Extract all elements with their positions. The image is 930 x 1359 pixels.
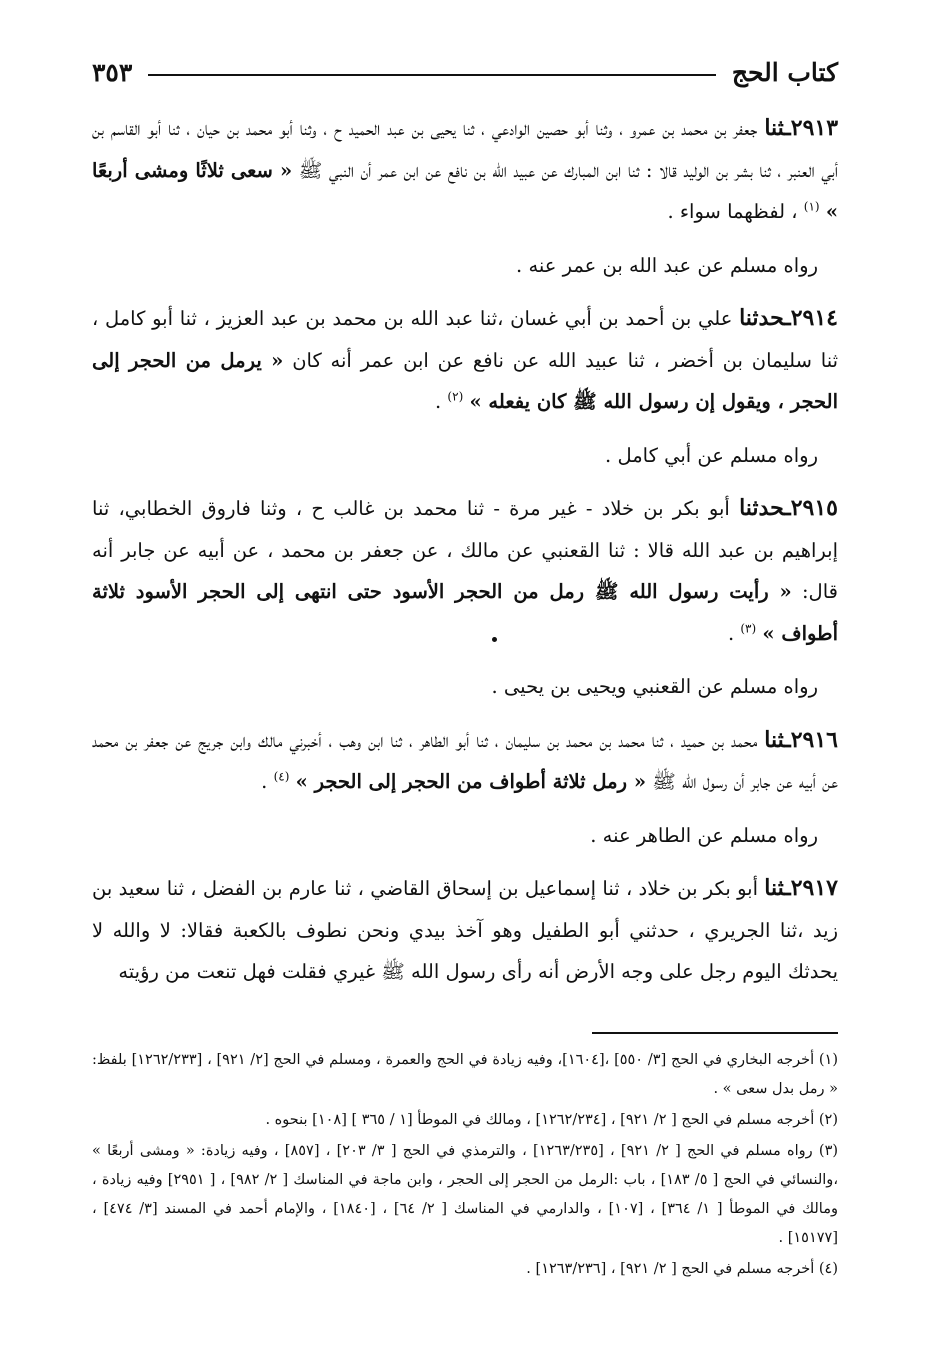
hadith-matn: « يرمل من الحجر إلى الحجر ، ويقول إن رسول الله ﷺ كان يفعله »: [92, 348, 838, 413]
hadith-2915: [92, 488, 838, 654]
hadith-isnad: جعفر بن محمد بن عمرو ، وثنا أبو حصين الوادعي ، ثنا يحيى بن عبد الحميد ح ، وثنا أبو محمد بن حيان ، ثنا أبو القاسم بن أبي العنبر ، ثنا بشر بن الوليد قالا : ثنا ابن المبارك عن عبيد الله بن نافع عن ابن عمر أن النبي ﷺ: [92, 117, 838, 182]
hadith-2913: [92, 108, 838, 233]
footnote-3: (٣) رواه مسلم في الحج [ ٢/ ٩٢١] ، [١٢٦٣/٢٣٥] ، والترمذي في الحج [ ٣/ ٢٠٣] ، [٨٥٧] ، وفيه زيادة: « ومشى أربعًا » ،والنسائي في الحج [ ٥/ ١٨٣] ، باب :الرمل من الحجر إلى الحجر ، وابن ماجة في المناسك [ ٢/ ٩٨٢] ، [ ٢٩٥١] وفيه زيادة ، ومالك في الموطأ [ ١/ ٣٦٤] ، [١٠٧] ، والدارمي في المناسك [ ٢/ ٦٤] ، [١٨٤٠] ، والإمام أحمد في المسند [٣/ ٤٧٤] ، [١٥١٧٧] .: [92, 1143, 839, 1246]
hadith-number: ٢٩١٤: [790, 305, 838, 331]
footnotes: [92, 1046, 838, 1286]
footnote-2: (٢) أخرجه مسلم في الحج [ ٢/ ٩٢١] ، [١٢٦٢/٢٣٤] ، ومالك في الموطأ [١ / ٣٦٥ ] [١٠٨] بنحوه .: [265, 1112, 838, 1128]
riwaya-note: رواه مسلم عن أبي كامل .: [605, 443, 818, 467]
hadith-isnad: علي بن أحمد بن أبي غسان ،ثنا عبد الله بن محمد بن عبد العزيز ، ثنا أبو كامل ، ثنا سليمان بن أخضر ، ثنا عبيد الله عن نافع عن ابن عمر أنه كان: [92, 307, 839, 372]
hadith-opener: ـحدثنا: [739, 495, 791, 521]
hadith-tail: ، لفظهما سواء .: [667, 200, 798, 223]
hadith-2916: [92, 720, 838, 803]
hadith-number: ٢٩١٣: [790, 115, 839, 141]
hadith-tail: .: [261, 770, 268, 793]
hadith-number: ٢٩١٦: [790, 726, 838, 753]
hadith-number: ٢٩١٧: [790, 875, 838, 901]
hadith-opener: ـثنا: [764, 875, 791, 901]
footnote-1: (١) أخرجه البخاري في الحج [٣/ ٥٥٠] ،[١٦٠٤]، وفيه زيادة في الحج والعمرة ، ومسلم في الحج [٢/ ٩٢١] ، [١٢٦٢/٢٣٣] بلفظ: « رمل بدل سعى » .: [92, 1052, 839, 1097]
print-speck: [492, 637, 497, 642]
riwaya-note: رواه مسلم عن الطاهر عنه .: [590, 823, 818, 847]
hadith-opener: ـحدثنا: [739, 305, 791, 331]
footnote-4: (٤) أخرجه مسلم في الحج [ ٢/ ٩٢١] ، [١٢٦٣/٢٣٦] .: [526, 1261, 838, 1277]
hadith-matn: « سعى ثلاثًا ومشى أربعًا »: [92, 158, 838, 223]
hadith-isnad: أبو بكر بن خلاد - غير مرة - ثنا محمد بن غالب ح ، وثنا فاروق الخطابي، ثنا إبراهيم بن عبد الله قالا : ثنا القعنبي عن مالك ، عن جعفر بن محمد ، عن أبيه عن جابر أنه قال:: [92, 497, 838, 603]
hadith-isnad: أبو بكر بن خلاد ، ثنا إسماعيل بن إسحاق القاضي ، ثنا عارم بن الفضل ، ثنا سعيد بن زيد ،ثنا الجريري ، حدثني أبو الطفيل وهو آخذ بيدي ونحن نطوف بالكعبة فقالا: لا والله لا يحدثك اليوم رجل على وجه الأرض أنه رأى رسول الله ﷺ غيري فقلت فهل تنعت من رؤيته: [92, 877, 838, 983]
hadith-number: ٢٩١٥: [790, 495, 838, 521]
footnote-divider: [592, 1032, 838, 1034]
footnote-ref[interactable]: (٤): [273, 769, 290, 784]
hadith-opener: ـثنا: [764, 726, 791, 753]
riwaya-note: رواه مسلم عن عبد الله بن عمر عنه .: [516, 253, 818, 277]
hadith-matn: « رأيت رسول الله ﷺ رمل من الحجر الأسود حتى انتهى إلى الحجر الأسود ثلاثة أطواف »: [92, 580, 838, 645]
footnote-ref[interactable]: (١): [803, 199, 820, 214]
hadith-2914: [92, 298, 838, 423]
hadith-tail: .: [727, 621, 735, 645]
header-rule: [148, 74, 716, 76]
hadith-isnad: محمد بن حميد ، ثنا محمد بن محمد بن سليمان ، ثنا أبو الطاهر ، ثنا ابن وهب ، أخبرني مالك وابن جريج عن جعفر بن محمد عن أبيه عن جابر أن رسول الله ﷺ: [92, 728, 838, 793]
chapter-title: كتاب الحج: [731, 57, 838, 87]
hadith-tail: .: [435, 390, 442, 413]
main-text: [92, 108, 838, 1005]
riwaya-note: رواه مسلم عن القعنبي ويحيى بن يحيى .: [491, 675, 818, 698]
hadith-matn: « رمل ثلاثة أطواف من الحجر إلى الحجر »: [295, 770, 646, 793]
hadith-opener: ـثنا: [764, 115, 791, 141]
page-number: ٣٥٣: [92, 57, 133, 87]
footnote-ref[interactable]: (٢): [447, 389, 464, 404]
footnote-ref[interactable]: (٣): [740, 621, 757, 635]
running-header: [92, 52, 838, 92]
hadith-2917: [92, 868, 838, 993]
